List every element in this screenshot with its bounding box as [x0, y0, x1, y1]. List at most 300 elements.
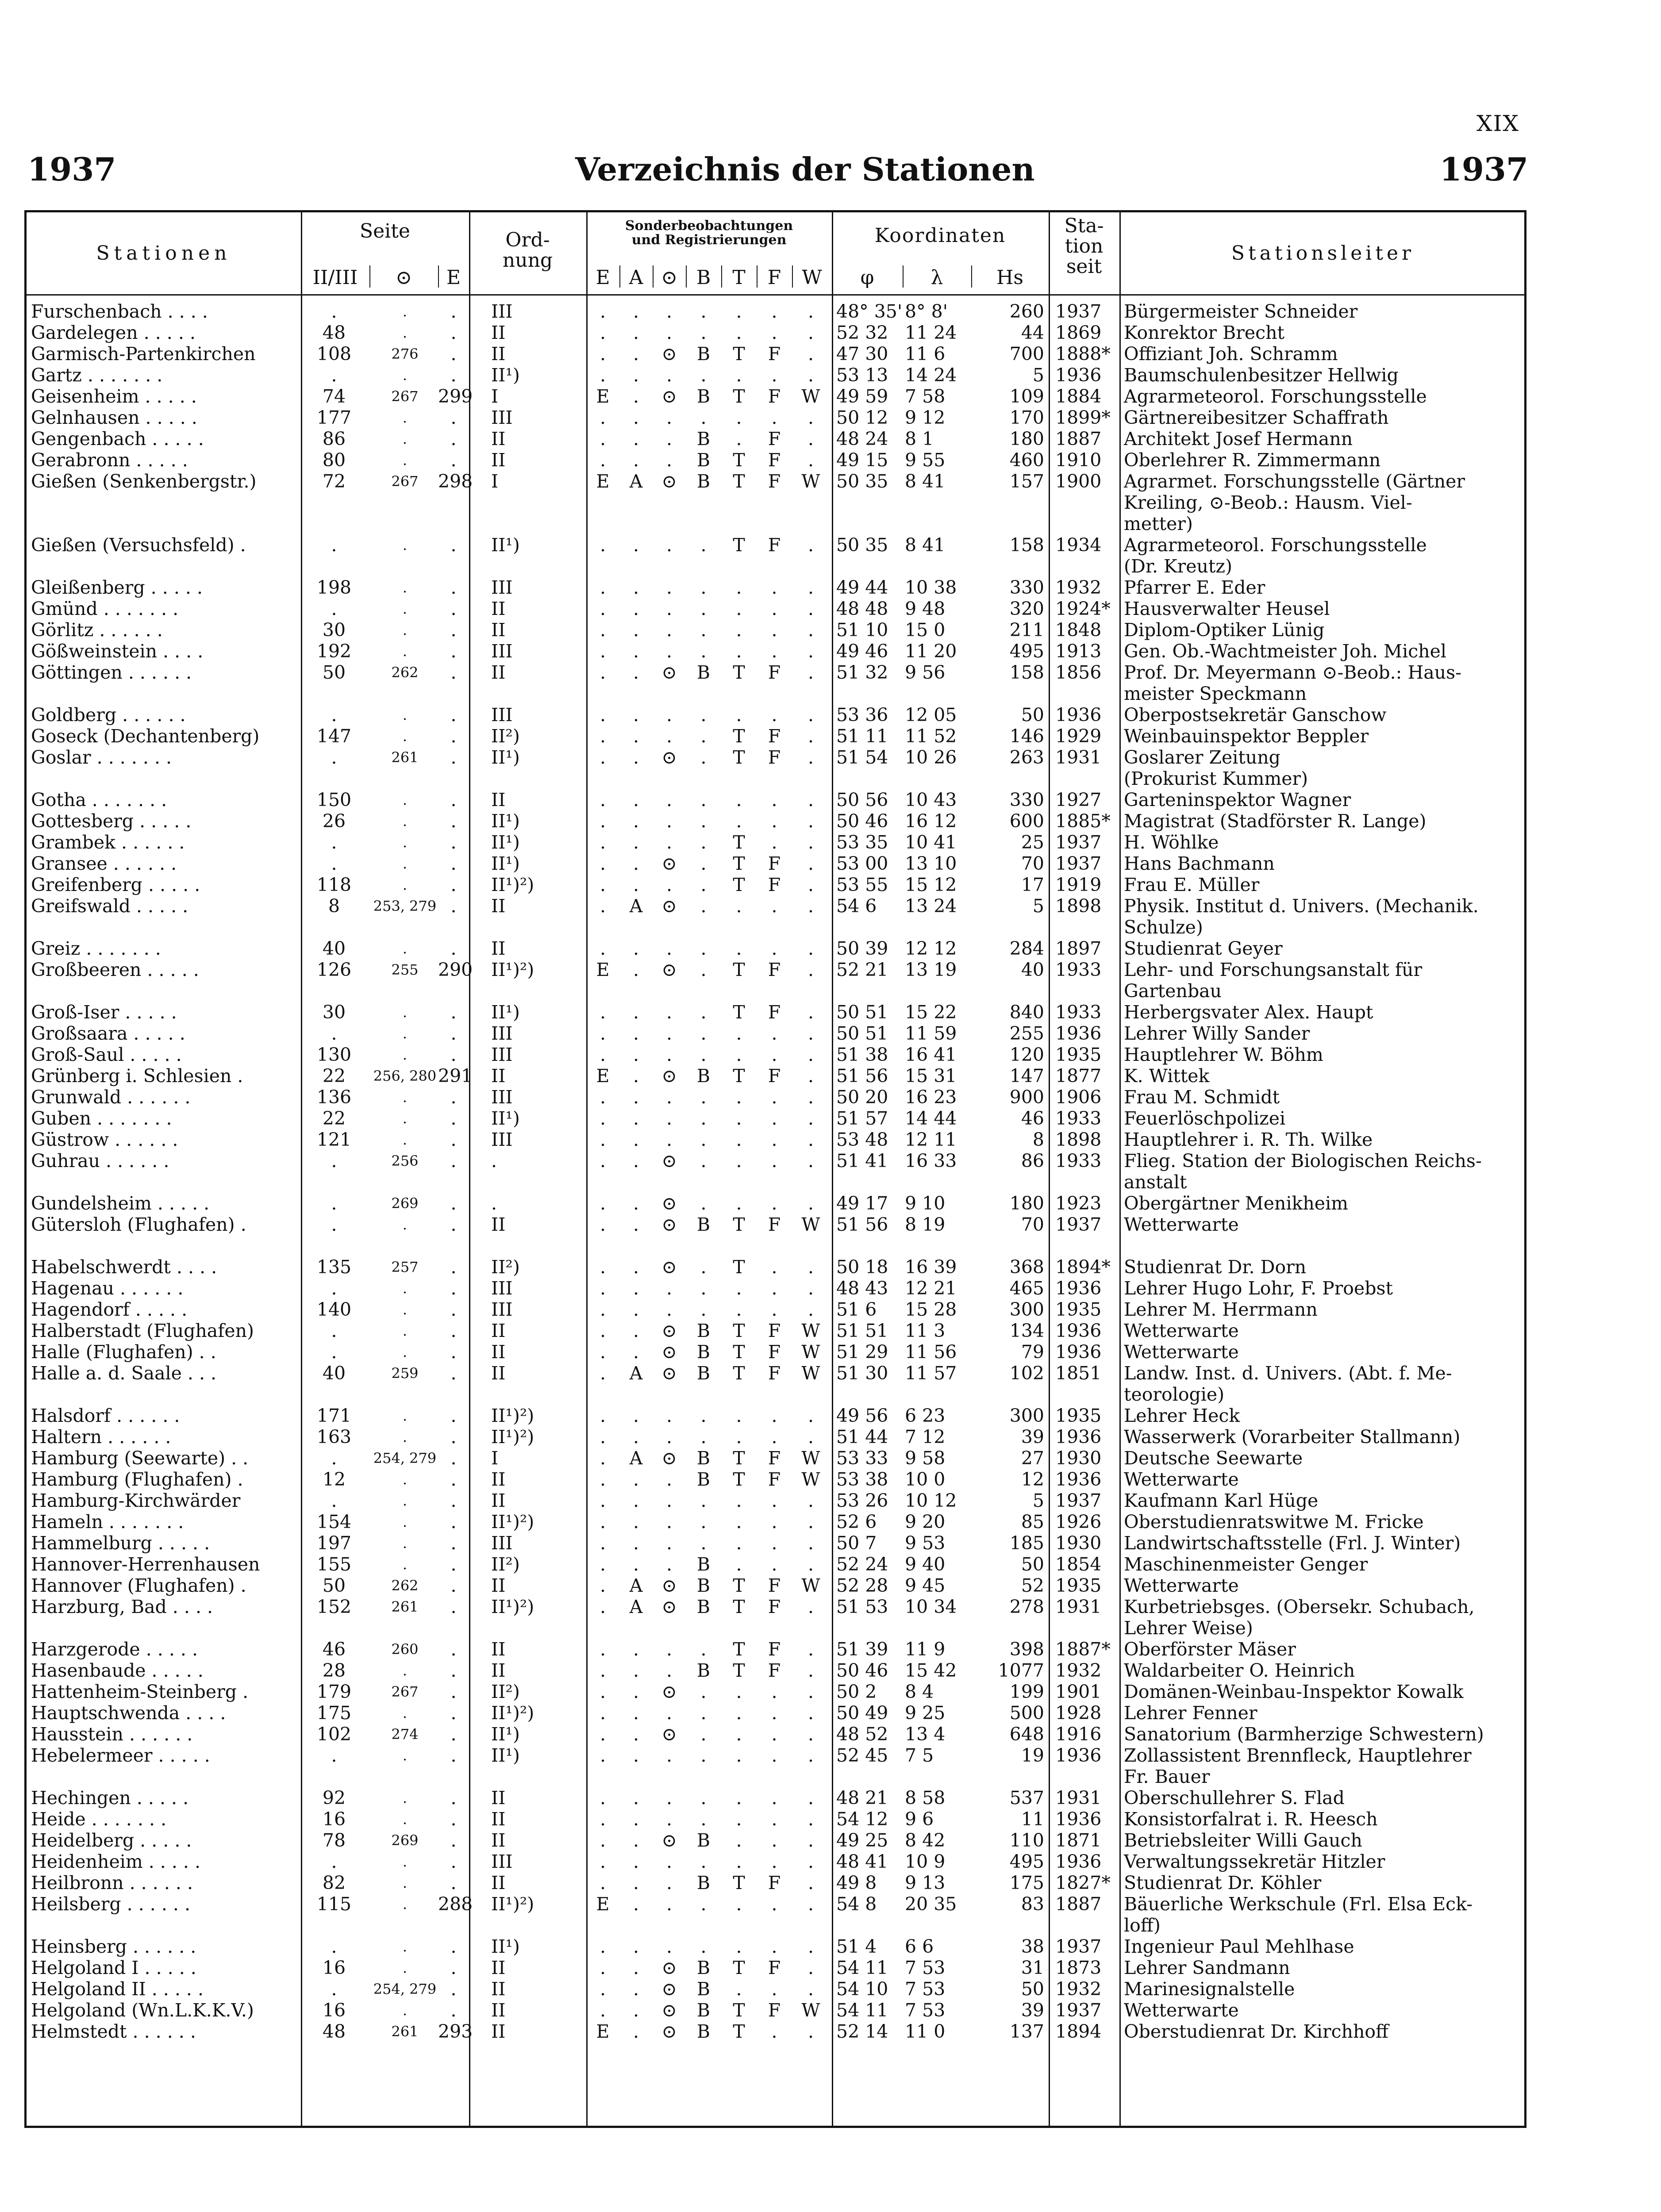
sonder-f: .	[771, 832, 777, 853]
sonder-t: .	[736, 810, 742, 832]
ordnung: .	[491, 1193, 497, 1214]
station-seit: 1901	[1055, 1681, 1102, 1702]
coord-phi: 51 44	[836, 1426, 888, 1448]
coord-hs: 39	[1021, 2000, 1044, 2021]
seite-ii-iii: 171	[316, 1405, 352, 1426]
sonder-sun: .	[666, 1511, 673, 1532]
seite-e: .	[450, 1554, 457, 1575]
sonder-e: .	[600, 662, 606, 683]
table-row	[27, 1384, 1524, 1405]
ordnung: III	[491, 1129, 513, 1150]
table-row	[27, 1193, 1524, 1214]
coord-phi: 51 4	[836, 1936, 877, 1957]
sonder-sun: .	[666, 1532, 673, 1554]
table-row	[27, 959, 1524, 980]
coord-phi: 52 28	[836, 1575, 888, 1596]
station-name: Hannover (Flughafen) .	[31, 1575, 246, 1596]
seite-e: .	[450, 1490, 457, 1511]
coord-lambda: 7 53	[905, 2000, 946, 2021]
sonder-b: .	[700, 1639, 707, 1660]
sonder-f: .	[771, 938, 777, 959]
ordnung: II	[491, 449, 506, 471]
sonder-e: .	[600, 1851, 606, 1872]
sonder-t: .	[736, 598, 742, 619]
sonder-f: F	[768, 1065, 781, 1087]
coord-phi: 52 24	[836, 1554, 888, 1575]
sonder-a: .	[633, 2000, 639, 2021]
sonder-t: .	[736, 1490, 742, 1511]
sonder-w: .	[807, 407, 814, 428]
sonder-w: .	[807, 895, 814, 917]
station-seit: 1936	[1055, 704, 1102, 726]
station-seit: 1884	[1055, 386, 1102, 407]
sonder-w: .	[807, 1660, 814, 1681]
station-name: Gößweinstein . . . .	[31, 641, 204, 662]
ordnung: II	[491, 1341, 506, 1363]
station-name: Gelnhausen . . . . .	[31, 407, 197, 428]
seite-e: .	[450, 1002, 457, 1023]
station-name: Grambek . . . . . .	[31, 832, 185, 853]
seite-sun: .	[402, 1535, 408, 1551]
sonder-b: .	[700, 1490, 707, 1511]
sonder-b: .	[700, 895, 707, 917]
sonder-w: .	[807, 1532, 814, 1554]
sonder-w: .	[807, 301, 814, 322]
coord-hs: 700	[1009, 343, 1044, 365]
sonder-e: .	[600, 1341, 606, 1363]
sonder-b: .	[700, 641, 707, 662]
coord-hs: 12	[1021, 1469, 1044, 1490]
table-row	[27, 1087, 1524, 1108]
sonder-b: .	[700, 1426, 707, 1448]
table-row	[27, 1256, 1524, 1278]
coord-hs: 27	[1021, 1448, 1044, 1469]
sonder-e: .	[600, 1936, 606, 1957]
sonder-a: .	[633, 428, 639, 449]
sonder-f: .	[771, 1745, 777, 1766]
seite-sun: 274	[391, 1726, 419, 1743]
coord-lambda: 12 12	[905, 938, 957, 959]
coord-hs: 8	[1032, 1129, 1044, 1150]
stationsleiter: Deutsche Seewarte	[1124, 1448, 1303, 1469]
seite-e: .	[450, 853, 457, 874]
ordnung: II	[491, 1830, 506, 1851]
seite-ii-iii: 121	[316, 1129, 352, 1150]
sonder-t: .	[736, 1278, 742, 1299]
sonder-a: .	[633, 1681, 639, 1702]
sonder-b: .	[700, 1936, 707, 1957]
seite-e: .	[450, 322, 457, 343]
seite-sun: .	[402, 813, 408, 830]
station-seit: 1931	[1055, 1787, 1102, 1809]
sonder-b: .	[700, 959, 707, 980]
sonder-b: B	[696, 449, 711, 471]
sonder-e: E	[596, 2021, 610, 2042]
coord-phi: 54 8	[836, 1893, 877, 1915]
coord-hs: 38	[1021, 1936, 1044, 1957]
sonder-f: F	[768, 1596, 781, 1617]
sonder-a: .	[633, 1087, 639, 1108]
seite-e: .	[450, 577, 457, 598]
ordnung: III	[491, 1851, 513, 1872]
sonder-t: .	[736, 428, 742, 449]
coord-lambda: 16 41	[905, 1044, 957, 1065]
station-seit: 1937	[1055, 1490, 1102, 1511]
seite-e: .	[450, 662, 457, 683]
station-name: Gotha . . . . . . .	[31, 789, 167, 810]
coord-phi: 51 30	[836, 1363, 888, 1384]
sonder-a: .	[633, 1490, 639, 1511]
sonder-e: .	[600, 1150, 606, 1171]
coord-phi: 49 46	[836, 641, 888, 662]
sonder-e: .	[600, 874, 606, 895]
seite-ii-iii: .	[331, 747, 337, 768]
sonder-w: .	[807, 1787, 814, 1809]
sonder-f: F	[768, 1872, 781, 1893]
sonder-a: A	[629, 1363, 643, 1384]
coord-phi: 50 18	[836, 1256, 888, 1278]
sonder-a: A	[629, 895, 643, 917]
sonder-sun: .	[666, 1554, 673, 1575]
seite-e: .	[450, 1596, 457, 1617]
sonder-t: .	[736, 938, 742, 959]
sonder-f: F	[768, 726, 781, 747]
year-left: 1937	[27, 150, 116, 188]
seite-sun: .	[402, 1216, 408, 1233]
seite-sun: .	[402, 707, 408, 723]
seite-ii-iii: .	[331, 1150, 337, 1171]
header-phi: φ	[860, 266, 874, 289]
station-name: Geisenheim . . . . .	[31, 386, 197, 407]
seite-sun: .	[402, 1896, 408, 1912]
coord-lambda: 11 0	[905, 2021, 946, 2042]
sonder-sun: ⊙	[661, 1214, 677, 1235]
sonder-sun: ⊙	[661, 1596, 677, 1617]
station-name: Gransee . . . . . .	[31, 853, 177, 874]
sonder-a: .	[633, 534, 639, 556]
sonder-a: .	[633, 1426, 639, 1448]
ordnung: II¹)²)	[491, 1426, 534, 1448]
coord-lambda: 9 55	[905, 449, 946, 471]
coord-lambda: 7 53	[905, 1957, 946, 1978]
ordnung: II²)	[491, 1256, 520, 1278]
sonder-w: .	[807, 1957, 814, 1978]
sonder-f: F	[768, 1363, 781, 1384]
coord-phi: 51 56	[836, 1214, 888, 1235]
station-seit: 1919	[1055, 874, 1102, 895]
seite-sun: .	[402, 1046, 408, 1063]
sonder-a: .	[633, 619, 639, 641]
seite-e: .	[450, 1363, 457, 1384]
sonder-t: T	[733, 343, 745, 365]
sonder-sun: ⊙	[661, 959, 677, 980]
coord-lambda: 11 56	[905, 1341, 957, 1363]
sonder-sun: ⊙	[661, 1256, 677, 1278]
table-row	[27, 2021, 1524, 2042]
stationsleiter: Hausverwalter Heusel	[1124, 598, 1330, 619]
sonder-f: .	[771, 1426, 777, 1448]
coord-lambda: 10 26	[905, 747, 957, 768]
sonder-f: .	[771, 1405, 777, 1426]
sonder-b: .	[700, 1681, 707, 1702]
seite-sun: 262	[391, 1577, 419, 1594]
station-seit: 1848	[1055, 619, 1102, 641]
seite-sun: .	[402, 1492, 408, 1509]
stationsleiter: Oberpostsekretär Ganschow	[1124, 704, 1387, 726]
sonder-b: .	[700, 1702, 707, 1724]
sonder-b: B	[696, 1554, 711, 1575]
ordnung: II	[491, 2021, 506, 2042]
coord-hs: 85	[1021, 1511, 1044, 1532]
sonder-sun: .	[666, 874, 673, 895]
sonder-sun: .	[666, 726, 673, 747]
seite-ii-iii: 177	[316, 407, 352, 428]
seite-sun: .	[402, 1280, 408, 1297]
station-name: Gleißenberg . . . . .	[31, 577, 203, 598]
coord-lambda: 12 21	[905, 1278, 957, 1299]
coord-hs: 368	[1009, 1256, 1044, 1278]
header-station-seit: Sta- tion seit	[1064, 215, 1104, 278]
sonder-e: .	[600, 853, 606, 874]
coord-phi: 49 25	[836, 1830, 888, 1851]
coord-hs: 157	[1009, 471, 1044, 492]
coord-phi: 54 11	[836, 1957, 888, 1978]
coord-lambda: 9 58	[905, 1448, 946, 1469]
sonder-f: .	[771, 1150, 777, 1171]
stationsleiter: Wetterwarte	[1124, 1320, 1239, 1341]
coord-lambda: 9 56	[905, 662, 946, 683]
coord-hs: 83	[1021, 1893, 1044, 1915]
coord-hs: 102	[1009, 1363, 1044, 1384]
header-sonder-sun: ⊙	[661, 266, 677, 289]
ordnung: II¹)²)	[491, 1596, 534, 1617]
sonder-f: F	[768, 343, 781, 365]
sonder-t: .	[736, 1299, 742, 1320]
seite-ii-iii: 40	[322, 938, 346, 959]
station-name: Heide . . . . . . .	[31, 1809, 167, 1830]
sonder-e: .	[600, 1724, 606, 1745]
station-seit: 1913	[1055, 641, 1102, 662]
sonder-f: F	[768, 1214, 781, 1235]
stationsleiter: Oberstudienratswitwe M. Fricke	[1124, 1511, 1424, 1532]
coord-phi: 48 48	[836, 598, 888, 619]
header-seite: Seite	[360, 220, 410, 242]
sonder-f: .	[771, 1724, 777, 1745]
sonder-b: .	[700, 747, 707, 768]
coord-hs: 465	[1009, 1278, 1044, 1299]
station-name: Grunwald . . . . . .	[31, 1087, 191, 1108]
coord-phi: 50 46	[836, 810, 888, 832]
coord-hs: 44	[1021, 322, 1044, 343]
seite-sun: 261	[391, 1598, 419, 1615]
seite-ii-iii: .	[331, 853, 337, 874]
sonder-w: .	[807, 598, 814, 619]
coord-lambda: 11 3	[905, 1320, 946, 1341]
stationsleiter: Wetterwarte	[1124, 1341, 1239, 1363]
sonder-a: .	[633, 1320, 639, 1341]
sonder-sun: ⊙	[661, 747, 677, 768]
sonder-t: .	[736, 1150, 742, 1171]
table-row	[27, 1490, 1524, 1511]
ordnung: III	[491, 1532, 513, 1554]
seite-e: .	[450, 1957, 457, 1978]
seite-sun: .	[402, 728, 408, 745]
sonder-e: .	[600, 1702, 606, 1724]
sonder-f: F	[768, 1660, 781, 1681]
sonder-w: .	[807, 1554, 814, 1575]
sonder-f: .	[771, 1936, 777, 1957]
coord-phi: 51 32	[836, 662, 888, 683]
coord-lambda: 8 19	[905, 1214, 946, 1235]
stationsleiter: Oberlehrer R. Zimmermann	[1124, 449, 1381, 471]
table-row	[27, 1702, 1524, 1724]
coord-hs: 840	[1009, 1002, 1044, 1023]
sonder-e: .	[600, 1299, 606, 1320]
station-name: Furschenbach . . . .	[31, 301, 208, 322]
sonder-t: T	[733, 1469, 745, 1490]
seite-sun: .	[402, 430, 408, 447]
sonder-w: .	[807, 1639, 814, 1660]
seite-e: .	[450, 1256, 457, 1278]
seite-e: .	[450, 1469, 457, 1490]
header-sonder-A: A	[629, 266, 643, 289]
ordnung: II	[491, 895, 506, 917]
sonder-b: B	[696, 1978, 711, 2000]
sonder-t: .	[736, 641, 742, 662]
stationsleiter: Ingenieur Paul Mehlhase	[1124, 1936, 1354, 1957]
table-row	[27, 449, 1524, 471]
sonder-sun: .	[666, 619, 673, 641]
sonder-b: .	[700, 598, 707, 619]
station-name: Halsdorf . . . . . .	[31, 1405, 180, 1426]
sonder-w: .	[807, 1002, 814, 1023]
sonder-t: T	[733, 1448, 745, 1469]
sonder-b: B	[696, 1957, 711, 1978]
coord-phi: 51 53	[836, 1596, 888, 1617]
coord-hs: 109	[1009, 386, 1044, 407]
coord-lambda: 10 38	[905, 577, 957, 598]
station-name: Goseck (Dechantenberg)	[31, 726, 260, 747]
sonder-e: .	[600, 1596, 606, 1617]
sonder-b: B	[696, 662, 711, 683]
coord-lambda: 16 33	[905, 1150, 957, 1171]
sonder-t: .	[736, 1108, 742, 1129]
station-name: Gießen (Senkenbergstr.)	[31, 471, 257, 492]
sonder-t: T	[733, 959, 745, 980]
seite-ii-iii: .	[331, 365, 337, 386]
sonder-f: .	[771, 1830, 777, 1851]
table-row	[27, 704, 1524, 726]
sonder-e: .	[600, 1193, 606, 1214]
seite-sun: 259	[391, 1365, 419, 1382]
sonder-sun: ⊙	[661, 1150, 677, 1171]
station-seit: 1910	[1055, 449, 1102, 471]
coord-phi: 48 43	[836, 1278, 888, 1299]
coord-lambda: 7 5	[905, 1745, 934, 1766]
sonder-t: .	[736, 1978, 742, 2000]
header-sonder-T: T	[732, 266, 746, 289]
sonder-a: .	[633, 1957, 639, 1978]
coord-lambda: 10 0	[905, 1469, 946, 1490]
seite-ii-iii: 126	[316, 959, 352, 980]
sonder-sun: .	[666, 577, 673, 598]
stationsleiter: Flieg. Station der Biologischen Reichs-	[1124, 1150, 1482, 1171]
coord-hs: 500	[1009, 1702, 1044, 1724]
station-name: Gardelegen . . . . .	[31, 322, 196, 343]
station-seit: 1936	[1055, 1469, 1102, 1490]
coord-phi: 49 17	[836, 1193, 888, 1214]
stationsleiter: Pfarrer E. Eder	[1124, 577, 1265, 598]
coord-lambda: 10 9	[905, 1851, 946, 1872]
stationsleiter: Betriebsleiter Willi Gauch	[1124, 1830, 1362, 1851]
seite-sun: .	[402, 452, 408, 469]
coord-phi: 50 35	[836, 471, 888, 492]
coord-hs: 180	[1009, 428, 1044, 449]
sonder-a: .	[633, 1341, 639, 1363]
sonder-e: .	[600, 619, 606, 641]
station-name: Gartz . . . . . . .	[31, 365, 163, 386]
coord-hs: 50	[1021, 704, 1044, 726]
header-koordinaten: Koordinaten	[874, 224, 1006, 247]
coord-hs: 600	[1009, 810, 1044, 832]
sonder-f: F	[768, 662, 781, 683]
sonder-t: T	[733, 1872, 745, 1893]
seite-ii-iii: 150	[316, 789, 352, 810]
coord-phi: 53 26	[836, 1490, 888, 1511]
seite-ii-iii: 50	[322, 1575, 346, 1596]
coord-lambda: 11 24	[905, 322, 957, 343]
sonder-a: .	[633, 407, 639, 428]
station-seit: 1933	[1055, 959, 1102, 980]
sonder-a: .	[633, 938, 639, 959]
sonder-w: .	[807, 1511, 814, 1532]
coord-lambda: 9 12	[905, 407, 946, 428]
sonder-sun: .	[666, 832, 673, 853]
sonder-t: .	[736, 704, 742, 726]
sonder-w: .	[807, 322, 814, 343]
coord-lambda: 9 6	[905, 1809, 934, 1830]
sonder-t: .	[736, 1023, 742, 1044]
stationsleiter: Magistrat (Stadförster R. Lange)	[1124, 810, 1426, 832]
sonder-a: .	[633, 301, 639, 322]
sonder-a: .	[633, 1724, 639, 1745]
table-row	[27, 407, 1524, 428]
seite-e: .	[450, 832, 457, 853]
coord-phi: 53 13	[836, 365, 888, 386]
seite-sun: .	[402, 1025, 408, 1042]
table-row	[27, 343, 1524, 365]
stationsleiter: Verwaltungssekretär Hitzler	[1124, 1851, 1385, 1872]
coord-lambda: 6 6	[905, 1936, 934, 1957]
sonder-w: .	[807, 1278, 814, 1299]
seite-e: .	[450, 641, 457, 662]
sonder-f: .	[771, 1087, 777, 1108]
ordnung: II	[491, 1575, 506, 1596]
sonder-e: E	[596, 471, 610, 492]
seite-ii-iii: 154	[316, 1511, 352, 1532]
stationsleiter: Architekt Josef Hermann	[1124, 428, 1353, 449]
station-name: Heinsberg . . . . . .	[31, 1936, 196, 1957]
sonder-w: .	[807, 1256, 814, 1278]
table-row	[27, 1617, 1524, 1639]
station-name: Goslar . . . . . . .	[31, 747, 172, 768]
seite-e: .	[450, 598, 457, 619]
station-name: Göttingen . . . . . .	[31, 662, 192, 683]
sonder-a: .	[633, 1745, 639, 1766]
coord-phi: 51 38	[836, 1044, 888, 1065]
seite-e: .	[450, 938, 457, 959]
sonder-b: B	[696, 1448, 711, 1469]
